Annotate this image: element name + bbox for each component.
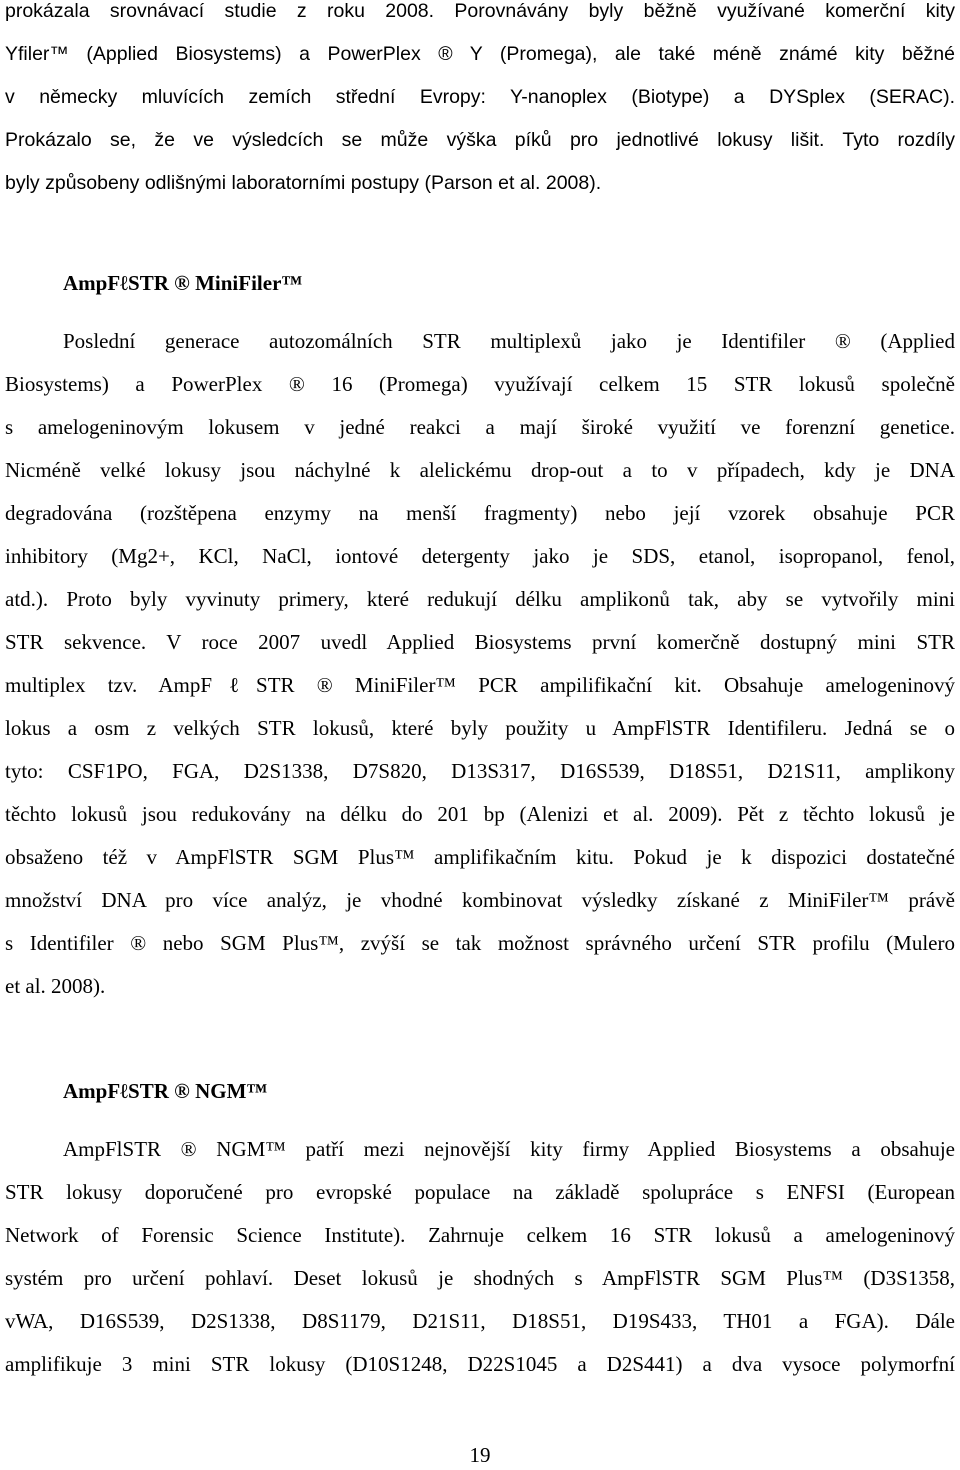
paragraph-line: amplifikuje 3 mini STR lokusy (D10S1248, D22S1045 a D2S441) a dva vysoce polymorfní	[5, 1352, 955, 1376]
paragraph-line: Prokázalo se, že ve výsledcích se může výška píků pro jednotlivé lokusy lišit. Tyto rozdíly	[5, 129, 955, 151]
paragraph-line: Nicméně velké lokusy jsou náchylné k alelickému drop-out a to v případech, kdy je DNA	[5, 458, 955, 482]
paragraph-line: těchto lokusů jsou redukovány na délku do 201 bp (Alenizi et al. 2009). Pět z těchto lokusů je	[5, 802, 955, 826]
paragraph-line: Network of Forensic Science Institute). Zahrnuje celkem 16 STR lokusů a amelogeninový	[5, 1223, 955, 1247]
paragraph-line: prokázala srovnávací studie z roku 2008. Porovnávány byly běžně využívané komerční kity	[5, 0, 955, 22]
page-number: 19	[469, 1443, 491, 1467]
paragraph-line: tyto: CSF1PO, FGA, D2S1338, D7S820, D13S317, D16S539, D18S51, D21S11, amplikony	[5, 759, 955, 783]
paragraph-line: STR lokusy doporučené pro evropské populace na základě spolupráce s ENFSI (European	[5, 1180, 955, 1204]
paragraph-line: lokus a osm z velkých STR lokusů, které byly použity u AmpFlSTR Identifileru. Jedná se o	[5, 716, 955, 740]
paragraph-line: byly způsobeny odlišnými laboratorními postupy (Parson et al. 2008).	[5, 172, 602, 194]
paragraph-line: Yfiler™ (Applied Biosystems) a PowerPlex ® Y (Promega), ale také méně známé kity běžné	[5, 43, 955, 65]
paragraph-line: STR sekvence. V roce 2007 uvedl Applied Biosystems první komerčně dostupný mini STR	[5, 630, 955, 654]
paragraph-line: obsaženo též v AmpFlSTR SGM Plus™ amplifikačním kitu. Pokud je k dispozici dostatečné	[5, 845, 955, 869]
paragraph-line: et al. 2008).	[5, 974, 106, 998]
paragraph-line: systém pro určení pohlaví. Deset lokusů je shodných s AmpFlSTR SGM Plus™ (D3S1358,	[5, 1266, 955, 1290]
paragraph-line: v německy mluvících zemích střední Evropy: Y-nanoplex (Biotype) a DYSplex (SERAC).	[5, 86, 955, 108]
paragraph-line: Poslední generace autozomálních STR multiplexů jako je Identifiler ® (Applied	[63, 329, 955, 353]
paragraph-line: s Identifiler ® nebo SGM Plus™, zvýší se tak možnost správného určení STR profilu (Mulero	[5, 931, 955, 955]
paragraph-line: s amelogeninovým lokusem v jedné reakci a mají široké využití ve forenzní genetice.	[5, 415, 955, 439]
paragraph-line: multiplex tzv. AmpFℓSTR ® MiniFiler™ PCR ampilifikační kit. Obsahuje amelogeninový	[5, 673, 955, 697]
paragraph-line: atd.). Proto byly vyvinuty primery, které redukují délku amplikonů tak, aby se vytvořily mini	[5, 587, 955, 611]
paragraph-line: AmpFlSTR ® NGM™ patří mezi nejnovější kity firmy Applied Biosystems a obsahuje	[63, 1137, 955, 1161]
paragraph-line: Biosystems) a PowerPlex ® 16 (Promega) využívají celkem 15 STR lokusů společně	[5, 372, 955, 396]
section-heading-minifiler: AmpFℓSTR ® MiniFiler™	[63, 271, 303, 295]
paragraph-line: inhibitory (Mg2+, KCl, NaCl, iontové detergenty jako je SDS, etanol, isopropanol, fenol,	[5, 544, 955, 568]
section-heading-ngm: AmpFℓSTR ® NGM™	[63, 1079, 268, 1103]
paragraph-line: vWA, D16S539, D2S1338, D8S1179, D21S11, D18S51, D19S433, TH01 a FGA). Dále	[5, 1309, 955, 1333]
paragraph-line: degradována (rozštěpena enzymy na menší fragmenty) nebo její vzorek obsahuje PCR	[5, 501, 955, 525]
paragraph-line: množství DNA pro více analýz, je vhodné kombinovat výsledky získané z MiniFiler™ právě	[5, 888, 955, 912]
